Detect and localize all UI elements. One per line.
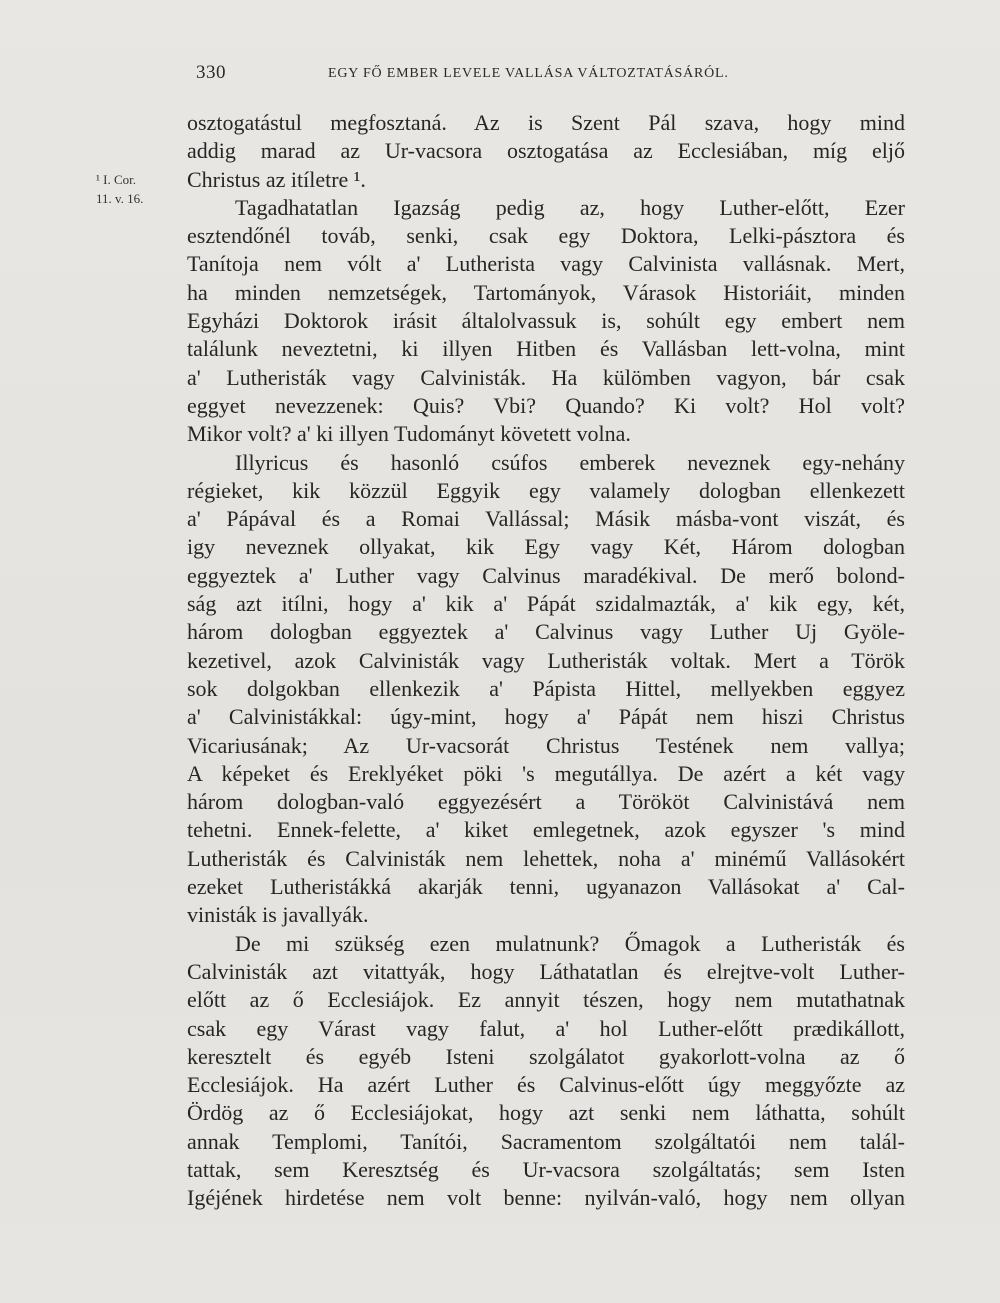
text-line: Illyricus és hasonló csúfos emberek neveznek egy-nehány xyxy=(235,449,905,475)
text-line: három dologban-való eggyezésért a Törököt Calvinistává nem xyxy=(187,789,905,815)
body-text xyxy=(187,109,905,1213)
margin-note xyxy=(96,170,186,208)
text-line: Mikor volt? a' ki illyen Tudományt követett volna. xyxy=(187,421,631,447)
text-line: De mi szükség ezen mulatnunk? Őmagok a Lutheristák és xyxy=(235,930,905,956)
text-line: tattak, sem Keresztség és Ur-vacsora szolgáltatás; sem Isten xyxy=(187,1156,905,1182)
text-line: sok dolgokban ellenkezik a' Pápista Hittel, mellyekben eggyez xyxy=(187,675,905,701)
text-line: Ördög az ő Ecclesiájokat, hogy azt senki nem láthatta, sohúlt xyxy=(187,1100,905,1126)
margin-note-line: ¹ I. Cor. xyxy=(96,172,137,187)
page-number: 330 xyxy=(196,62,226,83)
text-line: esztendőnél továb, senki, csak egy Doktora, Lelki-pásztora és xyxy=(187,223,905,249)
text-line: találunk neveztetni, ki illyen Hitben és Vallásban lett-volna, mint xyxy=(187,336,905,362)
text-line: Tanítoja nem vólt a' Lutherista vagy Calvinista vallásnak. Mert, xyxy=(187,251,905,277)
text-line: Igéjének hirdetése nem volt benne: nyilván-való, hogy nem ollyan xyxy=(187,1185,905,1211)
margin-note-line: 11. v. 16. xyxy=(96,191,144,206)
text-line: Egyházi Doktorok irásit általolvassuk is, sohúlt egy embert nem xyxy=(187,308,905,334)
text-line: tehetni. Ennek-felette, a' kiket emlegetnek, azok egyszer 's mind xyxy=(187,817,905,843)
text-line: előtt az ő Ecclesiájok. Ez annyit tészen, hogy nem mutathatnak xyxy=(187,987,905,1013)
text-line: a' Pápával és a Romai Vallással; Másik másba-vont viszát, és xyxy=(187,506,905,532)
text-line: Vicariusának; Az Ur-vacsorát Christus Testének nem vallya; xyxy=(187,732,905,758)
text-line: a' Lutheristák vagy Calvinisták. Ha külömben vagyon, bár csak xyxy=(187,364,905,390)
running-title: EGY FŐ EMBER LEVELE VALLÁSA VÁLTOZTATÁSÁRÓL. xyxy=(328,66,729,81)
text-line: három dologban eggyeztek a' Calvinus vagy Luther Uj Gyöle- xyxy=(187,619,905,645)
text-line: kezetivel, azok Calvinisták vagy Lutheristák voltak. Mert a Török xyxy=(187,647,905,673)
text-line: eggyeztek a' Luther vagy Calvinus maradékival. De merő bolond- xyxy=(187,562,905,588)
text-line: régieket, kik közzül Eggyik egy valamely dologban ellenkezett xyxy=(187,477,905,503)
page-header xyxy=(196,62,896,86)
text-line: annak Templomi, Tanítói, Sacramentom szolgáltatói nem talál- xyxy=(187,1128,905,1154)
text-line: A képeket és Ereklyéket pöki 's megutállya. De azért a két vagy xyxy=(187,760,905,786)
text-line: addig marad az Ur-vacsora osztogatása az Ecclesiában, míg eljő xyxy=(187,138,905,164)
text-line: a' Calvinistákkal: úgy-mint, hogy a' Pápát nem hiszi Christus xyxy=(187,704,905,730)
text-line: Tagadhatatlan Igazság pedig az, hogy Luther-előtt, Ezer xyxy=(235,194,905,220)
text-line: eggyet nevezzenek: Quis? Vbi? Quando? Ki volt? Hol volt? xyxy=(187,392,905,418)
text-line: keresztelt és egyéb Isteni szolgálatot gyakorlott-volna az ő xyxy=(187,1043,905,1069)
text-line: igy neveznek ollyakat, kik Egy vagy Két, Három dologban xyxy=(187,534,905,560)
text-line: ezeket Lutheristákká akarják tenni, ugyanazon Vallásokat a' Cal- xyxy=(187,874,905,900)
text-line: ha minden nemzetségek, Tartományok, Várasok Historiáit, minden xyxy=(187,279,905,305)
text-line: Calvinisták azt vitattyák, hogy Láthatatlan és elrejtve-volt Luther- xyxy=(187,958,905,984)
text-line: vinisták is javallyák. xyxy=(187,902,369,928)
text-line: Ecclesiájok. Ha azért Luther és Calvinus-előtt úgy meggyőzte az xyxy=(187,1072,905,1098)
text-line: Christus az itíletre ¹. xyxy=(187,166,366,192)
text-line: ság azt itílni, hogy a' kik a' Pápát szidalmazták, a' kik egy, két, xyxy=(187,591,905,617)
text-line: Lutheristák és Calvinisták nem lehettek, noha a' minémű Vallásokért xyxy=(187,845,905,871)
text-line: csak egy Várast vagy falut, a' hol Luther-előtt prædikállott, xyxy=(187,1015,905,1041)
text-line: osztogatástul megfosztaná. Az is Szent Pál szava, hogy mind xyxy=(187,110,905,135)
